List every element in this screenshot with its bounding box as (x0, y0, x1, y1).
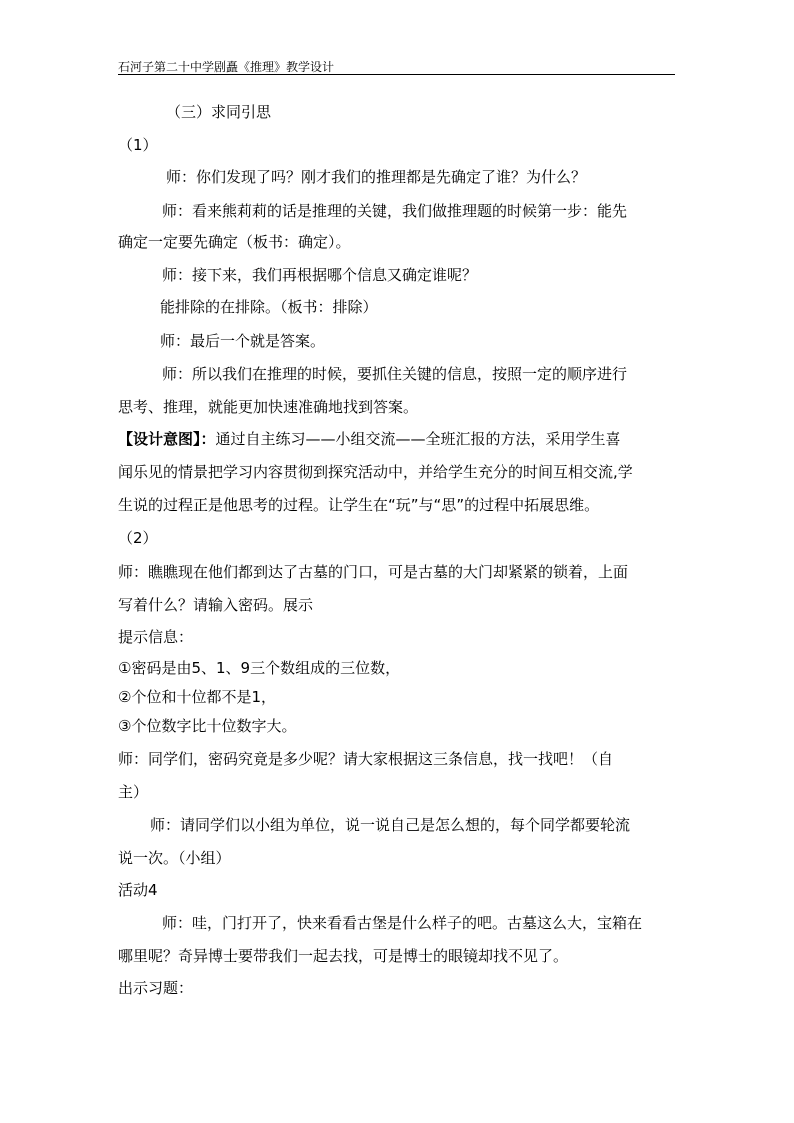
paragraph-line: 能排除的在排除。（板书：排除） (160, 298, 378, 316)
paragraph-line: 思考、推理，就能更加快速准确地找到答案。 (118, 398, 419, 416)
list-item: ②个位和十位都不是1， (118, 688, 276, 706)
paragraph-line: 师：所以我们在推理的时候，要抓住关键的信息，按照一定的顺序进行 (162, 365, 628, 383)
paragraph-line: 师：同学们，密码究竟是多少呢？请大家根据这三条信息，找一找吧！（自 (118, 750, 614, 768)
design-intent-line (118, 429, 621, 449)
page-header (118, 56, 675, 75)
paragraph-line: 哪里呢？奇异博士要带我们一起去找，可是博士的眼镜却找不见了。 (118, 947, 569, 965)
paragraph-line: 生说的过程正是他思考的过程。让学生在“玩”与“思”的过程中拓展思维。 (118, 496, 600, 514)
paragraph-line: 确定一定要先确定（板书：确定）。 (118, 233, 351, 251)
item-number: （1） (118, 136, 158, 154)
paragraph-line: 师：你们发现了吗？刚才我们的推理都是先确定了谁？为什么？ (166, 168, 587, 186)
list-item: ①密码是由5、1、9三个数组成的三位数， (118, 659, 401, 677)
paragraph-line: 写着什么？请输入密码。展示 (118, 596, 314, 614)
paragraph-line: 师：哇，门打开了，快来看看古堡是什么样子的吧。古墓这么大，宝箱在 (162, 914, 643, 932)
paragraph-line: 闻乐见的情景把学习内容贯彻到探究活动中，并给学生充分的时间互相交流,学 (118, 463, 633, 481)
list-item: ③个位数字比十位数字大。 (118, 717, 297, 735)
design-intent-text: 通过自主练习——小组交流——全班汇报的方法，采用学生喜 (215, 430, 621, 448)
activity-heading: 活动4 (118, 881, 158, 899)
paragraph-line: 主） (118, 783, 149, 801)
paragraph-line: 师：看来熊莉莉的话是推理的关键，我们做推理题的时候第一步：能先 (162, 202, 628, 220)
paragraph-line: 师：请同学们以小组为单位，说一说自己是怎么想的，每个同学都要轮流 (150, 816, 631, 834)
paragraph-line: 说一次。（小组） (118, 849, 231, 867)
section-heading: （三）求同引思 (166, 103, 272, 121)
paragraph-line: 师：接下来，我们再根据哪个信息又确定谁呢？ (162, 266, 478, 284)
header-title: 石河子第二十中学剧矗《推理》教学设计 (118, 60, 335, 74)
paragraph-line: 出示习题： (118, 979, 194, 997)
design-intent-label: 【设计意图】： (118, 430, 216, 448)
item-number: （2） (118, 529, 158, 547)
paragraph-line: 提示信息： (118, 628, 194, 646)
paragraph-line: 师：最后一个就是答案。 (160, 332, 326, 350)
paragraph-line: 师：瞧瞧现在他们都到达了古墓的门口，可是古墓的大门却紧紧的锁着，上面 (118, 563, 629, 581)
